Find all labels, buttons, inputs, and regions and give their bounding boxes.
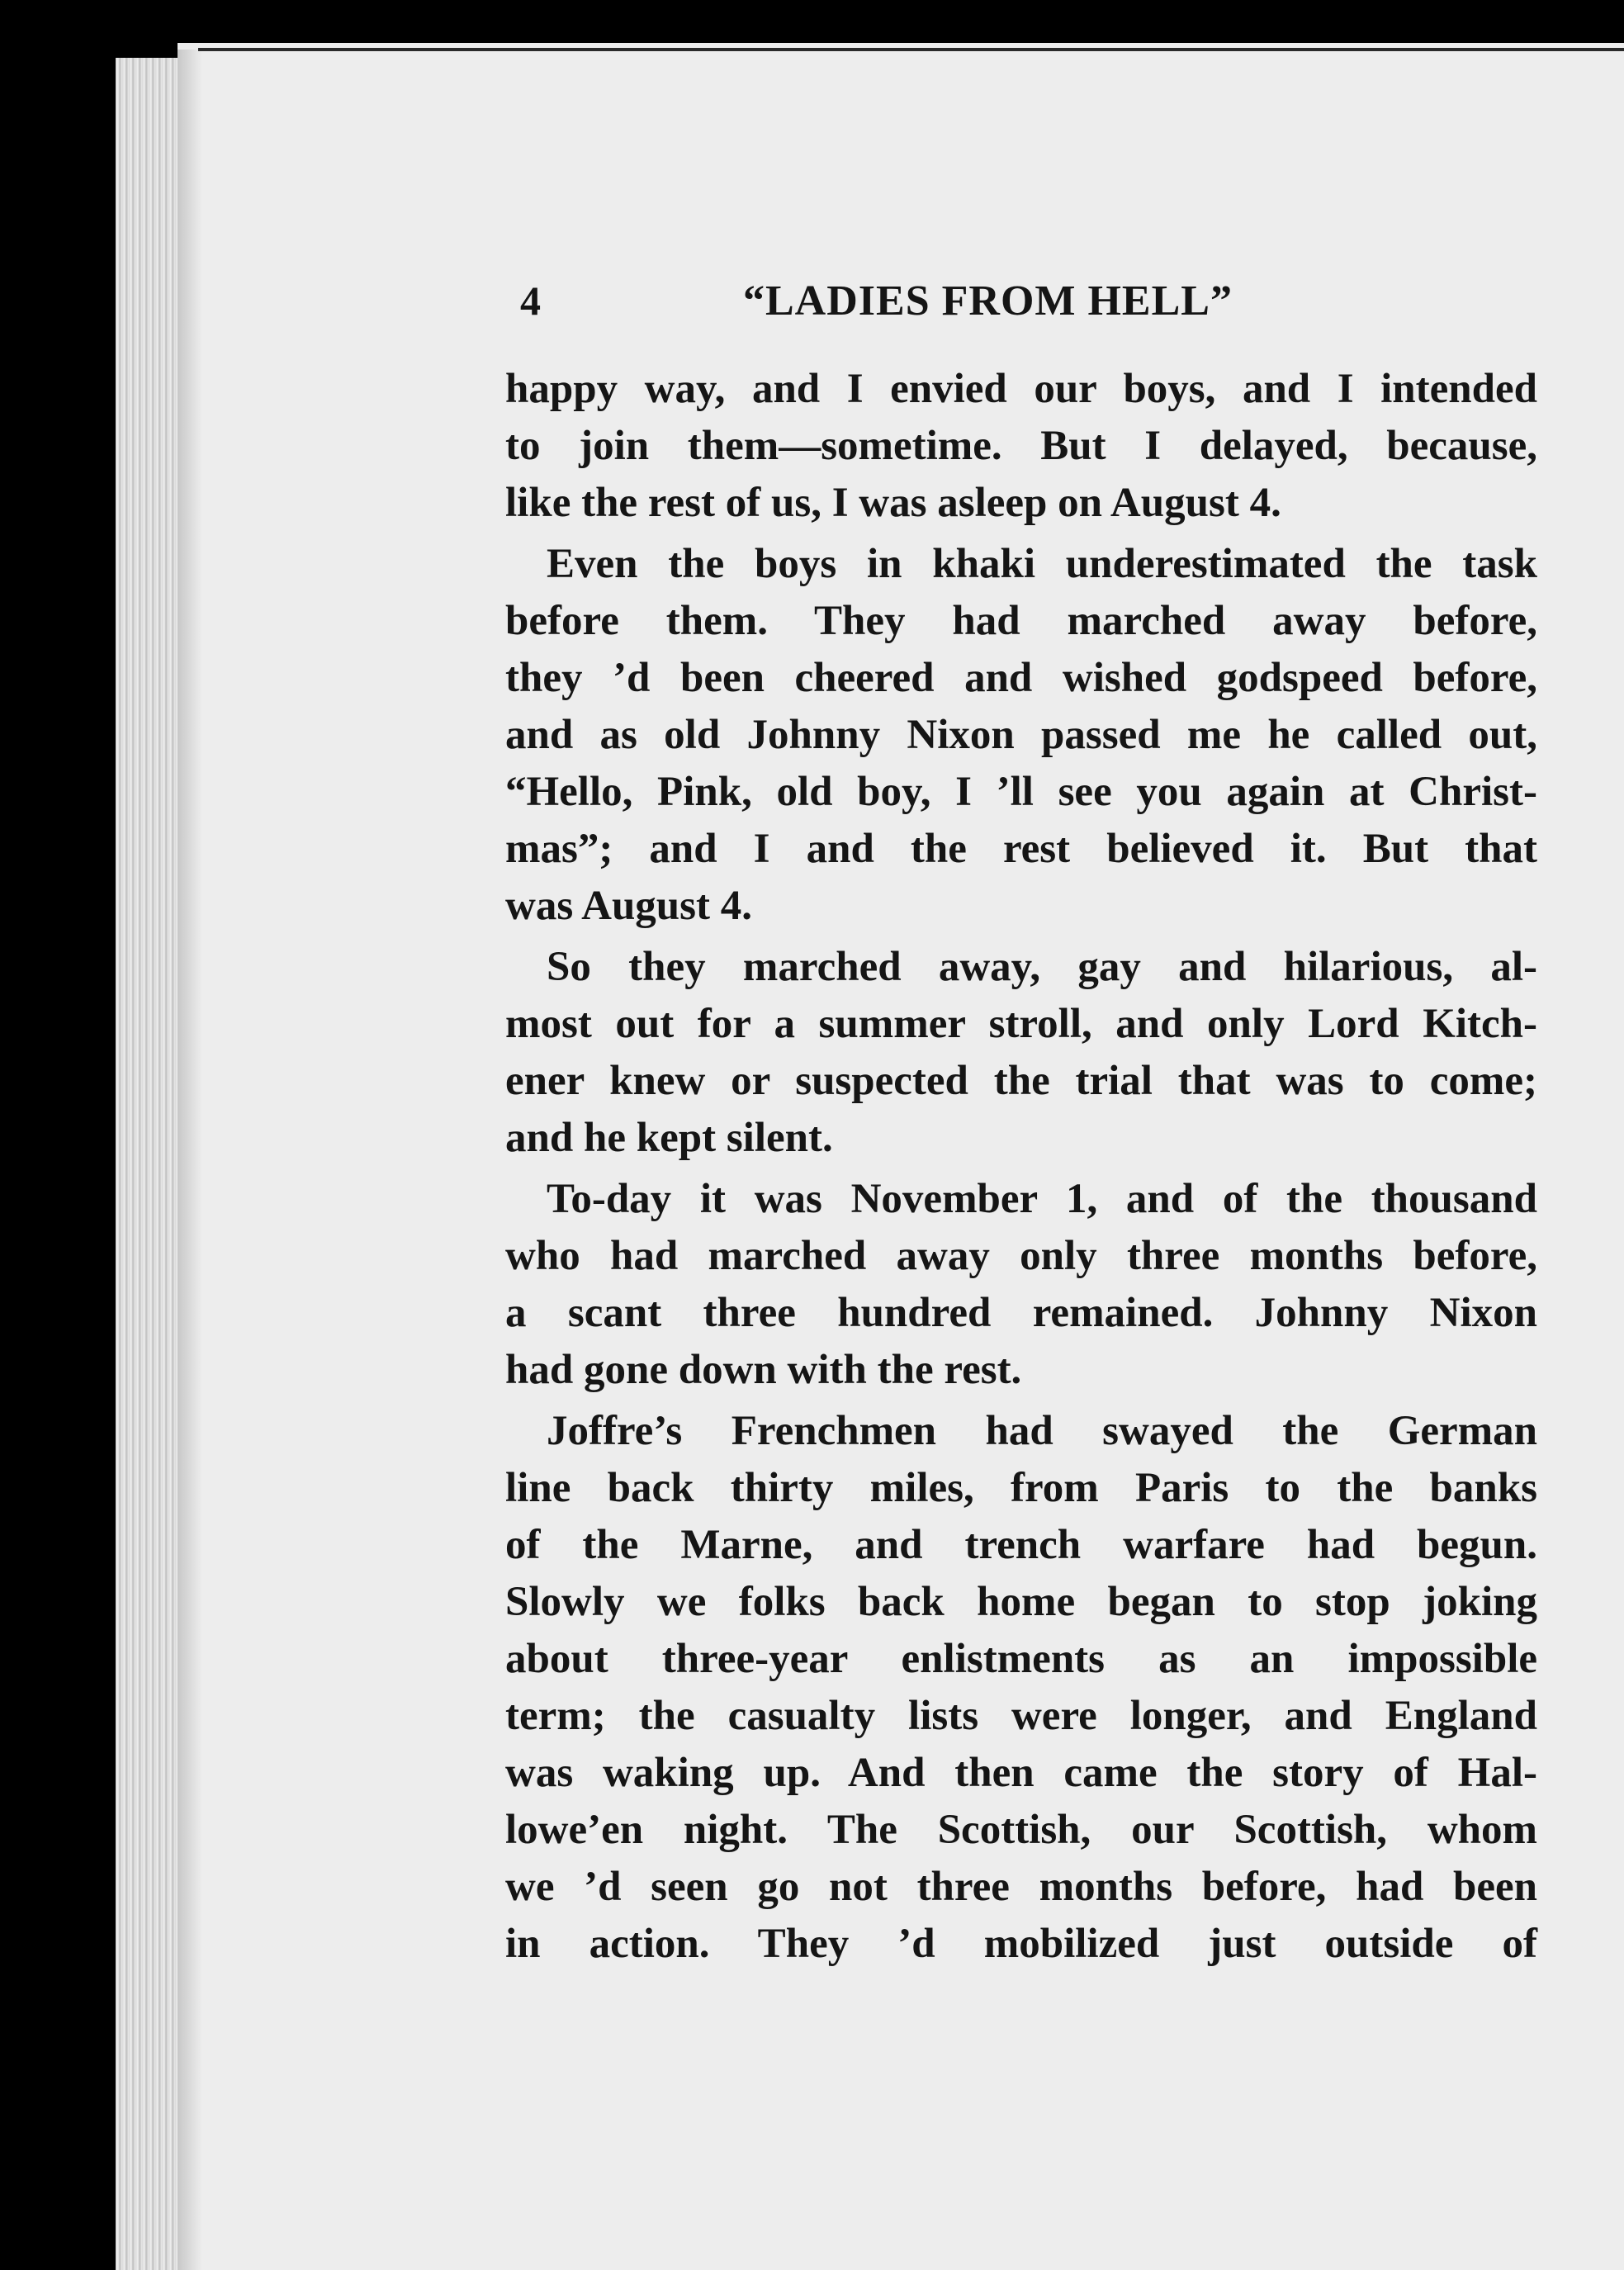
text-line: who had marched away only three months before, <box>505 1233 1537 1279</box>
running-header <box>520 277 1511 334</box>
text-line: had gone down with the rest. <box>505 1347 1022 1393</box>
text-line: happy way, and I envied our boys, and I intended <box>505 366 1537 412</box>
text-line: Joffre’s Frenchmen had swayed the German <box>547 1408 1537 1454</box>
text-line: like the rest of us, I was asleep on August 4. <box>505 480 1281 526</box>
text-line: we ’d seen go not three months before, had been <box>505 1864 1537 1910</box>
text-line: line back thirty miles, from Paris to the banks <box>505 1465 1537 1511</box>
text-line: before them. They had marched away before, <box>505 598 1537 644</box>
text-line: term; the casualty lists were longer, and England <box>505 1693 1537 1739</box>
text-line: “Hello, Pink, old boy, I ’ll see you again at Christ- <box>505 769 1537 815</box>
text-line: mas”; and I and the rest believed it. But that <box>505 826 1537 872</box>
text-line: to join them—sometime. But I delayed, because, <box>505 423 1537 469</box>
page-gutter-shadow <box>178 50 202 2270</box>
text-line: Slowly we folks back home began to stop joking <box>505 1579 1537 1625</box>
text-line: and he kept silent. <box>505 1115 833 1161</box>
text-line: a scant three hundred remained. Johnny Nixon <box>505 1290 1537 1336</box>
running-title: “LADIES FROM HELL” <box>743 277 1233 325</box>
text-line: of the Marne, and trench warfare had begun. <box>505 1522 1537 1568</box>
page-stack-edges <box>116 58 182 2270</box>
page-number: 4 <box>520 277 541 324</box>
text-line: So they marched away, gay and hilarious, al- <box>547 944 1537 990</box>
text-line: in action. They ’d mobilized just outside of <box>505 1921 1537 1967</box>
text-line: was waking up. And then came the story of Hal- <box>505 1750 1537 1796</box>
text-line: most out for a summer stroll, and only Lord Kitch- <box>505 1001 1537 1047</box>
text-line: Even the boys in khaki underestimated the task <box>547 541 1537 587</box>
text-line: about three-year enlistments as an impossible <box>505 1636 1537 1682</box>
text-line: was August 4. <box>505 883 753 929</box>
text-line: and as old Johnny Nixon passed me he called out, <box>505 712 1537 758</box>
text-line: lowe’en night. The Scottish, our Scottish, whom <box>505 1807 1537 1853</box>
text-line: ener knew or suspected the trial that was to come; <box>505 1058 1537 1104</box>
body-text <box>505 361 1537 1973</box>
text-line: To-day it was November 1, and of the thousand <box>547 1176 1537 1222</box>
text-line: they ’d been cheered and wished godspeed before, <box>505 655 1537 701</box>
page-top-edge <box>198 48 1624 51</box>
